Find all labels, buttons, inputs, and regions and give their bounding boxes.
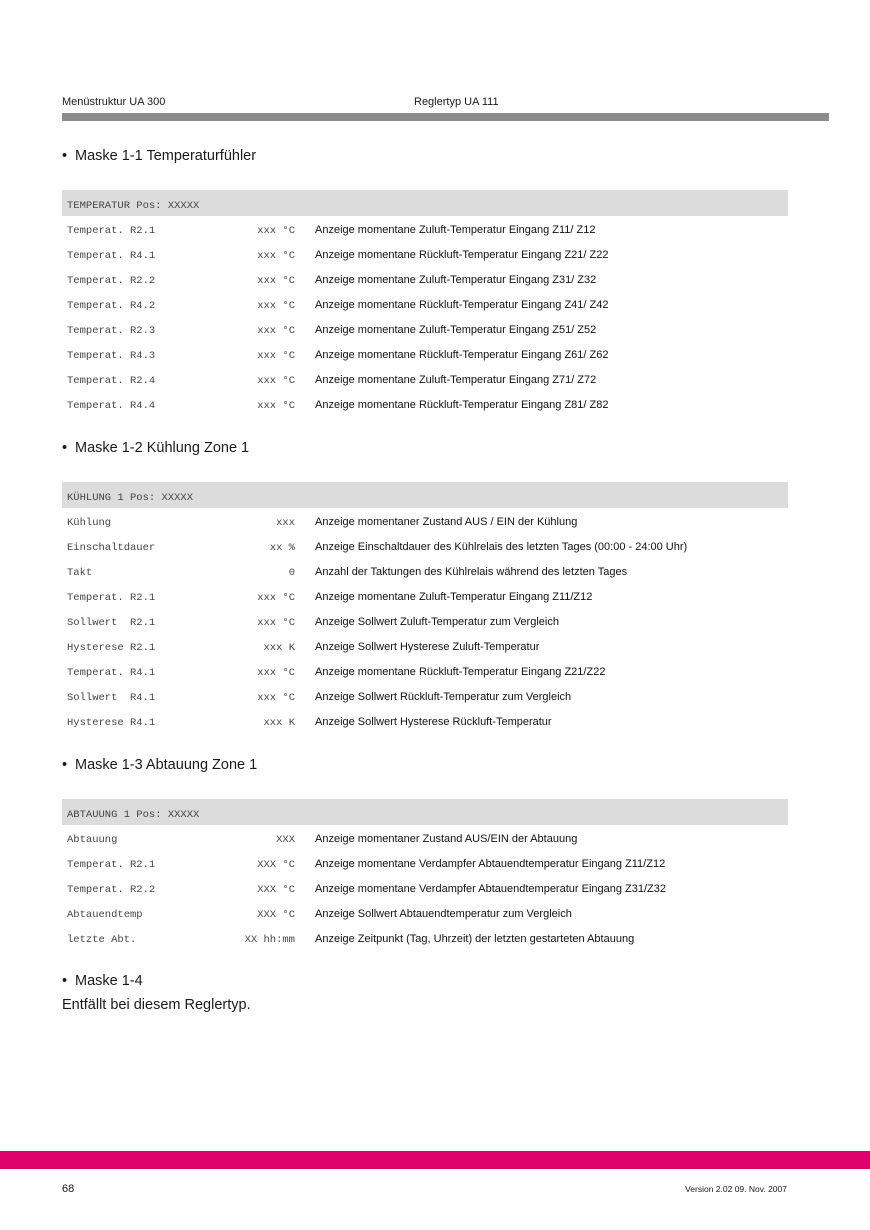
page-header-left: Menüstruktur UA 300 xyxy=(62,96,166,108)
table-row: Temperat. R4.1 xxx °C Anzeige momentane Rückluft-Temperatur Eingang Z21/ Z22 xyxy=(67,249,609,262)
mask-table-temperatur xyxy=(62,190,788,416)
mask-table-header: ABTAUUNG 1 Pos: XXXXX xyxy=(62,799,788,825)
version-info: Version 2.02 09. Nov. 2007 xyxy=(685,1184,787,1194)
table-row: Temperat. R2.1 xxx °C Anzeige momentane Zuluft-Temperatur Eingang Z11/ Z12 xyxy=(67,224,596,237)
mask-table-kuehlung xyxy=(62,482,788,733)
table-row: Abtauung XXX Anzeige momentaner Zustand AUS/EIN der Abtauung xyxy=(67,833,578,846)
table-row: letzte Abt. XX hh:mm Anzeige Zeitpunkt (Tag, Uhrzeit) der letzten gestarteten Abtauung xyxy=(67,933,635,946)
page-header-center: Reglertyp UA 111 xyxy=(414,96,499,108)
table-row: Abtauendtemp XXX °C Anzeige Sollwert Abtauendtemperatur zum Vergleich xyxy=(67,908,572,921)
table-row: Temperat. R4.3 xxx °C Anzeige momentane Rückluft-Temperatur Eingang Z61/ Z62 xyxy=(67,349,609,362)
table-row: Temperat. R2.2 xxx °C Anzeige momentane Zuluft-Temperatur Eingang Z31/ Z32 xyxy=(67,274,597,287)
table-row: Takt 0 Anzahl der Taktungen des Kühlrelais während des letzten Tages xyxy=(67,566,628,579)
mask-table-abtauung xyxy=(62,799,788,950)
table-row: Temperat. R2.1 xxx °C Anzeige momentane Zuluft-Temperatur Eingang Z11/Z12 xyxy=(67,591,593,604)
table-row: Sollwert R4.1 xxx °C Anzeige Sollwert Rückluft-Temperatur zum Vergleich xyxy=(67,691,572,704)
section-title-maske-1-2: • Maske 1-2 Kühlung Zone 1 xyxy=(62,440,250,456)
mask-table-header: KÜHLUNG 1 Pos: XXXXX xyxy=(62,482,788,508)
table-row: Temperat. R2.3 xxx °C Anzeige momentane Zuluft-Temperatur Eingang Z51/ Z52 xyxy=(67,324,597,337)
table-row: Temperat. R4.2 xxx °C Anzeige momentane Rückluft-Temperatur Eingang Z41/ Z42 xyxy=(67,299,609,312)
section-title-maske-1-3: • Maske 1-3 Abtauung Zone 1 xyxy=(62,757,258,773)
table-row: Hysterese R2.1 xxx K Anzeige Sollwert Hysterese Zuluft-Temperatur xyxy=(67,641,540,654)
table-row: Einschaltdauer xx % Anzeige Einschaltdauer des Kühlrelais des letzten Tages (00:00 - 24:00 Uhr) xyxy=(67,541,688,554)
table-row: Kühlung xxx Anzeige momentaner Zustand AUS / EIN der Kühlung xyxy=(67,516,578,529)
table-row: Temperat. R2.4 xxx °C Anzeige momentane Zuluft-Temperatur Eingang Z71/ Z72 xyxy=(67,374,597,387)
table-row: Temperat. R2.2 XXX °C Anzeige momentane Verdampfer Abtauendtemperatur Eingang Z31/Z32 xyxy=(67,883,667,896)
table-row: Hysterese R4.1 xxx K Anzeige Sollwert Hysterese Rückluft-Temperatur xyxy=(67,716,552,729)
section-title-maske-1-1: • Maske 1-1 Temperaturfühler xyxy=(62,148,257,164)
table-row: Temperat. R2.1 XXX °C Anzeige momentane Verdampfer Abtauendtemperatur Eingang Z11/Z12 xyxy=(67,858,666,871)
footer-accent-bar xyxy=(0,1151,870,1169)
section-title-maske-1-4: • Maske 1-4 xyxy=(62,973,143,989)
table-row: Temperat. R4.1 xxx °C Anzeige momentane Rückluft-Temperatur Eingang Z21/Z22 xyxy=(67,666,606,679)
header-divider xyxy=(62,113,829,121)
table-row: Temperat. R4.4 xxx °C Anzeige momentane Rückluft-Temperatur Eingang Z81/ Z82 xyxy=(67,399,609,412)
mask-table-header: TEMPERATUR Pos: XXXXX xyxy=(62,190,788,216)
table-row: Sollwert R2.1 xxx °C Anzeige Sollwert Zuluft-Temperatur zum Vergleich xyxy=(67,616,559,629)
page-number: 68 xyxy=(62,1183,75,1195)
section-note: Entfällt bei diesem Reglertyp. xyxy=(62,997,251,1013)
